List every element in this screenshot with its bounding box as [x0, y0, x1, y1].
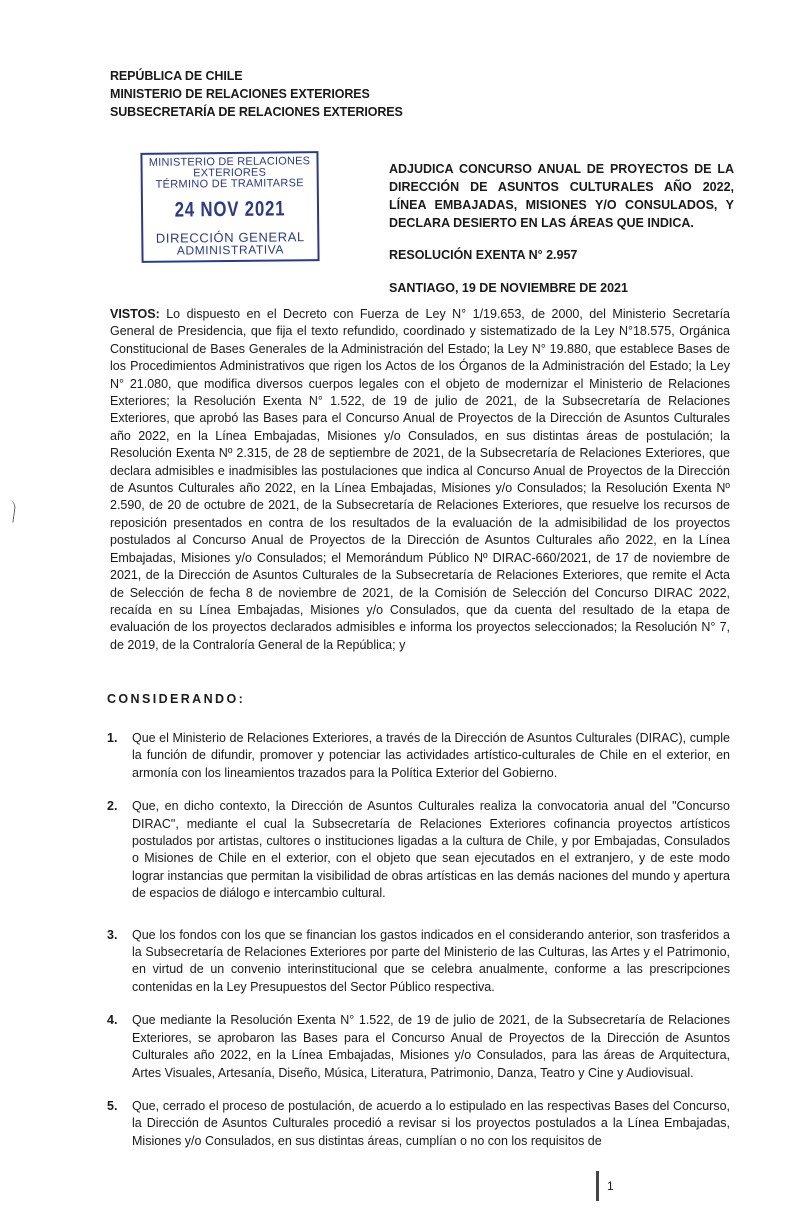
letterhead-undersecretariat: SUBSECRETARÍA DE RELACIONES EXTERIORES — [110, 105, 403, 119]
stamp-line-exteriores: EXTERIORES — [193, 166, 267, 180]
item-text: Que los fondos con los que se financian los gastos indicados en el considerando anterior, son trasferidos a la Subsecretaría de Relaciones Exteriores por parte del Ministerio de las Culturas, las Artes y el Patrimonio, en virtud de un convenio interinstitucional que se celebra anualmente, conforme a las prescripciones contenidas en la Ley Presupuestos del Sector Público respectiva. — [132, 927, 730, 994]
list-item — [107, 1012, 730, 1082]
stamp-line-direction: DIRECCIÓN GENERAL — [155, 229, 305, 246]
vistos-text: Lo dispuesto en el Decreto con Fuerza de Ley N° 1/19.653, de 2000, del Ministerio Secretaría General de Presidencia, que fija el texto refundido, coordinado y sistematizado de la Ley N°18.575, Orgánica Constitucional de Bases Generales de la Administración del Estado; la Ley N° 19.880, que establece Bases de los Procedimientos Administrativos que rigen los Actos de los Órganos de la Administración del Estado; la Ley N° 21.080, que modifica diversos cuerpos legales con el objeto de modernizar el Ministerio de Relaciones Exteriores; la Resolución Exenta N° 1.522, de 19 de julio de 2021, de la Subsecretaría de Relaciones Exteriores, que aprobó las Bases para el Concurso Anual de Proyectos de la Dirección de Asuntos Culturales año 2022, en la Línea Embajadas, Misiones y/o Consulados, en sus distintas áreas de postulación; la Resolución Exenta Nº 2.315, de 28 de septiembre de 2021, de la Subsecretaría de Relaciones Exteriores, que declara admisibles e inadmisibles las postulaciones que indica al Concurso Anual de Proyectos de la Dirección de Asuntos Culturales año 2022, en la Línea Embajadas, Misiones y/o Consulados; la Resolución Exenta Nº 2.590, de 20 de octubre de 2021, de la Subsecretaría de Relaciones Exteriores, que resuelve los recursos de reposición presentados en contra de los resultados de la evaluación de la admisibilidad de los proyectos postulados al Concurso Anual de Proyectos de la Dirección de Asuntos Culturales año 2022, en la Línea Embajadas, Misiones y/o Consulados; el Memorándum Público Nº DIRAC-660/2021, de 17 de noviembre de 2021, de la Dirección de Asuntos Culturales de la Subsecretaría de Relaciones Exteriores, que remite el Acta de Selección de fecha 8 de noviembre de 2021, de la Comisión de Selección del Concurso DIRAC 2022, recaída en su Línea Embajadas, Misiones y/o Consulados, que da cuenta del resultado de la etapa de evaluación de los proyectos declarados admisibles e informa los proyectos seleccionados; la Resolución N° 7, de 2019, de la Contraloría General de la República; y — [110, 307, 730, 652]
page-number — [596, 1170, 614, 1202]
letterhead-ministry: MINISTERIO DE RELACIONES EXTERIORES — [110, 87, 370, 101]
resolution-number: RESOLUCIÓN EXENTA N° 2.957 — [389, 248, 578, 262]
letterhead — [110, 67, 403, 121]
place-and-date: SANTIAGO, 19 DE NOVIEMBRE DE 2021 — [389, 281, 628, 295]
resolution-title: ADJUDICA CONCURSO ANUAL DE PROYECTOS DE LA DIRECCIÓN DE ASUNTOS CULTURALES AÑO 2022, LÍNEA EMBAJADAS, MISIONES Y/O CONSULADOS, Y DECLARA DESIERTO EN LAS ÁREAS QUE INDICA. — [389, 162, 734, 230]
stamp-line-ministry: MINISTERIO DE RELACIONES — [148, 155, 311, 169]
item-number: 2. — [107, 799, 118, 814]
letterhead-country: REPÚBLICA DE CHILE — [110, 69, 243, 83]
item-text: Que el Ministerio de Relaciones Exteriores, a través de la Dirección de Asuntos Culturales (DIRAC), cumple la función de difundir, promover y potenciar las actividades artístico-culturales de Chile en el exterior, en armonía con los lineamientos trazados para la Política Exterior del Gobierno. — [132, 731, 730, 780]
processing-stamp — [140, 151, 319, 263]
page-number-value: 1 — [607, 1179, 614, 1193]
stamp-date: 24 NOV 2021 — [174, 197, 286, 222]
considerando-heading: CONSIDERANDO: — [107, 692, 246, 706]
item-number: 1. — [107, 731, 118, 745]
item-text: Que, cerrado el proceso de postulación, de acuerdo a lo estipulado en las respectivas Bases del Concurso, la Dirección de Asuntos Culturales procedió a revisar si los proyectos postulados a la Línea Embajadas, Misiones y/o Consulados, en sus distintas áreas, cumplían o no con los requisitos de — [132, 1098, 730, 1148]
item-number: 3. — [107, 927, 118, 942]
vistos-paragraph — [110, 306, 730, 654]
vistos-label: VISTOS: — [110, 307, 160, 321]
list-item — [107, 730, 730, 782]
stamp-line-admin: ADMINISTRATIVA — [176, 242, 285, 258]
list-item — [107, 927, 730, 997]
margin-pen-mark — [3, 499, 17, 522]
item-text: Que mediante la Resolución Exenta N° 1.522, de 19 de julio de 2021, de la Subsecretaría de Relaciones Exteriores, se aprobaron las Bases para el Concurso Anual de Proyectos de la Dirección de Asuntos Culturales año 2022, en la Línea Embajadas, Misiones y/o Consulados, para las áreas de Arquitectura, Artes Visuales, Artesanía, Diseño, Música, Literatura, Patrimonio, Danza, Teatro y Cine y Audiovisual. — [132, 1013, 730, 1080]
page-number-bar — [596, 1171, 599, 1201]
list-item — [107, 1098, 730, 1150]
item-text: Que, en dicho contexto, la Dirección de Asuntos Culturales realiza la convocatoria anual del "Concurso DIRAC", mediante el cual la Subsecretaría de Relaciones Exteriores cofinancia proyectos artísticos postulados por artistas, cultores o instituciones ligadas a la cultura de Chile, y por Embajadas, Consulados o Misiones de Chile en el exterior, con el objeto que sean ejecutados en el extranjero, y de este modo lograr instancias que permitan la visibilidad de obras artísticas en las demás naciones del mundo y apertura de espacios de diálogo e intercambio cultural. — [132, 799, 730, 901]
item-number: 4. — [107, 1013, 118, 1028]
list-item — [107, 798, 730, 902]
item-number: 5. — [107, 1098, 118, 1113]
stamp-line-status: TÉRMINO DE TRAMITARSE — [155, 177, 304, 191]
considerando-list — [107, 730, 730, 1150]
